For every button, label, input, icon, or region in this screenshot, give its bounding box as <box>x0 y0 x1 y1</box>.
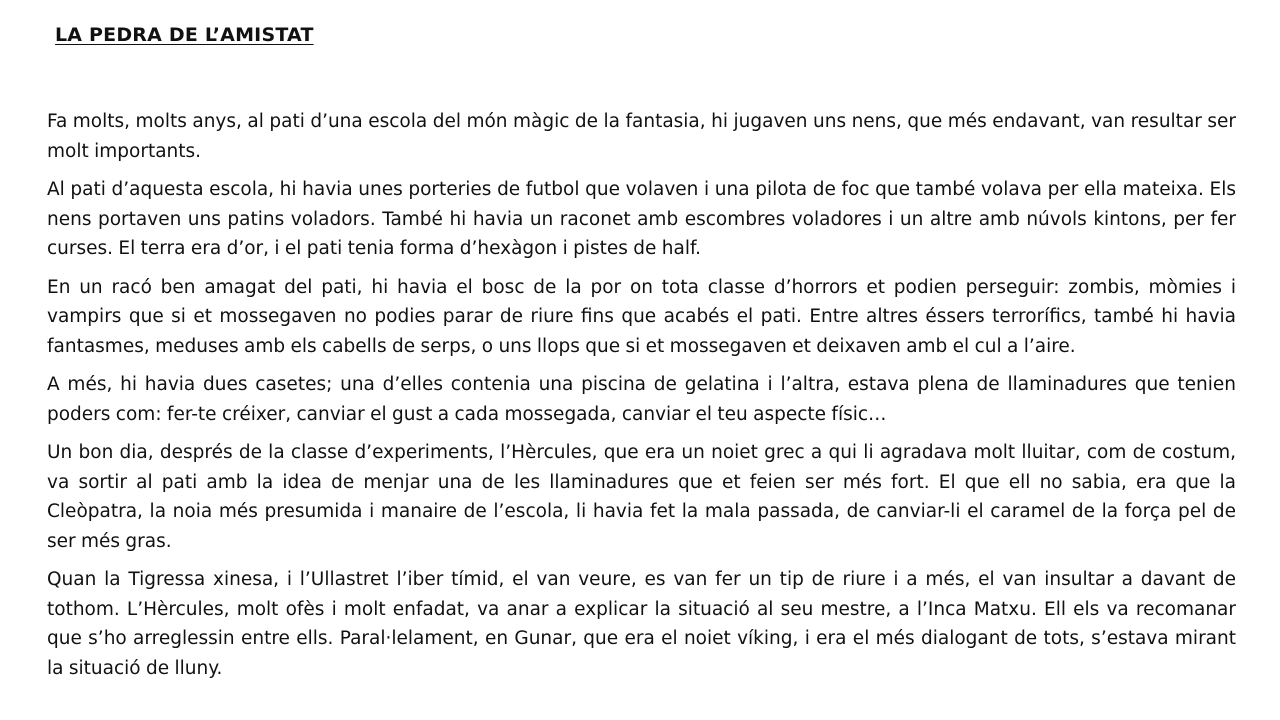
paragraph-1: Fa molts, molts anys, al pati d’una escola del món màgic de la fantasia, hi jugaven uns nens, que més endavant, van resultar ser molt importants. <box>47 111 1236 162</box>
document-page <box>47 0 1236 720</box>
document-body <box>47 107 1236 692</box>
paragraph-4: A més, hi havia dues casetes; una d’elles contenia una piscina de gelatina i l’altra, estava plena de llaminadures que tenien poders com: fer-te créixer, canviar el gust a cada mossegada, canviar el teu aspecte físic… <box>47 374 1236 425</box>
document-title: LA PEDRA DE L’AMISTAT <box>55 24 314 46</box>
paragraph-3: En un racó ben amagat del pati, hi havia el bosc de la por on tota classe d’horrors et podien perseguir: zombis, mòmies i vampirs que si et mossegaven no podies parar de riure fins que acabés el pati. Entre altres éssers terrorífics, també hi havia fantasmes, meduses amb els cabells de serps, o uns llops que si et mossegaven et deixaven amb el cul a l’aire. <box>47 276 1236 357</box>
paragraph-2: Al pati d’aquesta escola, hi havia unes porteries de futbol que volaven i una pilota de foc que també volava per ella mateixa. Els nens portaven uns patins voladors. També hi havia un raconet amb escombres voladores i un altre amb núvols kintons, per fer curses. El terra era d’or, i el pati tenia forma d’hexàgon i pistes de half. <box>47 179 1236 259</box>
paragraph-5: Un bon dia, després de la classe d’experiments, l’Hèrcules, que era un noiet grec a qui li agradava molt lluitar, com de costum, va sortir al pati amb la idea de menjar una de les llaminadures que et feien ser més fort. El que ell no sabia, era que la Cleòpatra, la noia més presumida i manaire de l’escola, li havia fet la mala passada, de canviar-li el caramel de la força pel de ser més gras. <box>47 442 1236 552</box>
paragraph-6: Quan la Tigressa xinesa, i l’Ullastret l’iber tímid, el van veure, es van fer un tip de riure i a més, el van insultar a davant de tothom. L’Hèrcules, molt ofès i molt enfadat, va anar a explicar la situació al seu mestre, a l’Inca Matxu. Ell els va recomanar que s’ho arreglessin entre ells. Paral·lelament, en Gunar, que era el noiet víking, i era el més dialogant de tots, s’estava mirant la situació de lluny. <box>47 569 1236 679</box>
